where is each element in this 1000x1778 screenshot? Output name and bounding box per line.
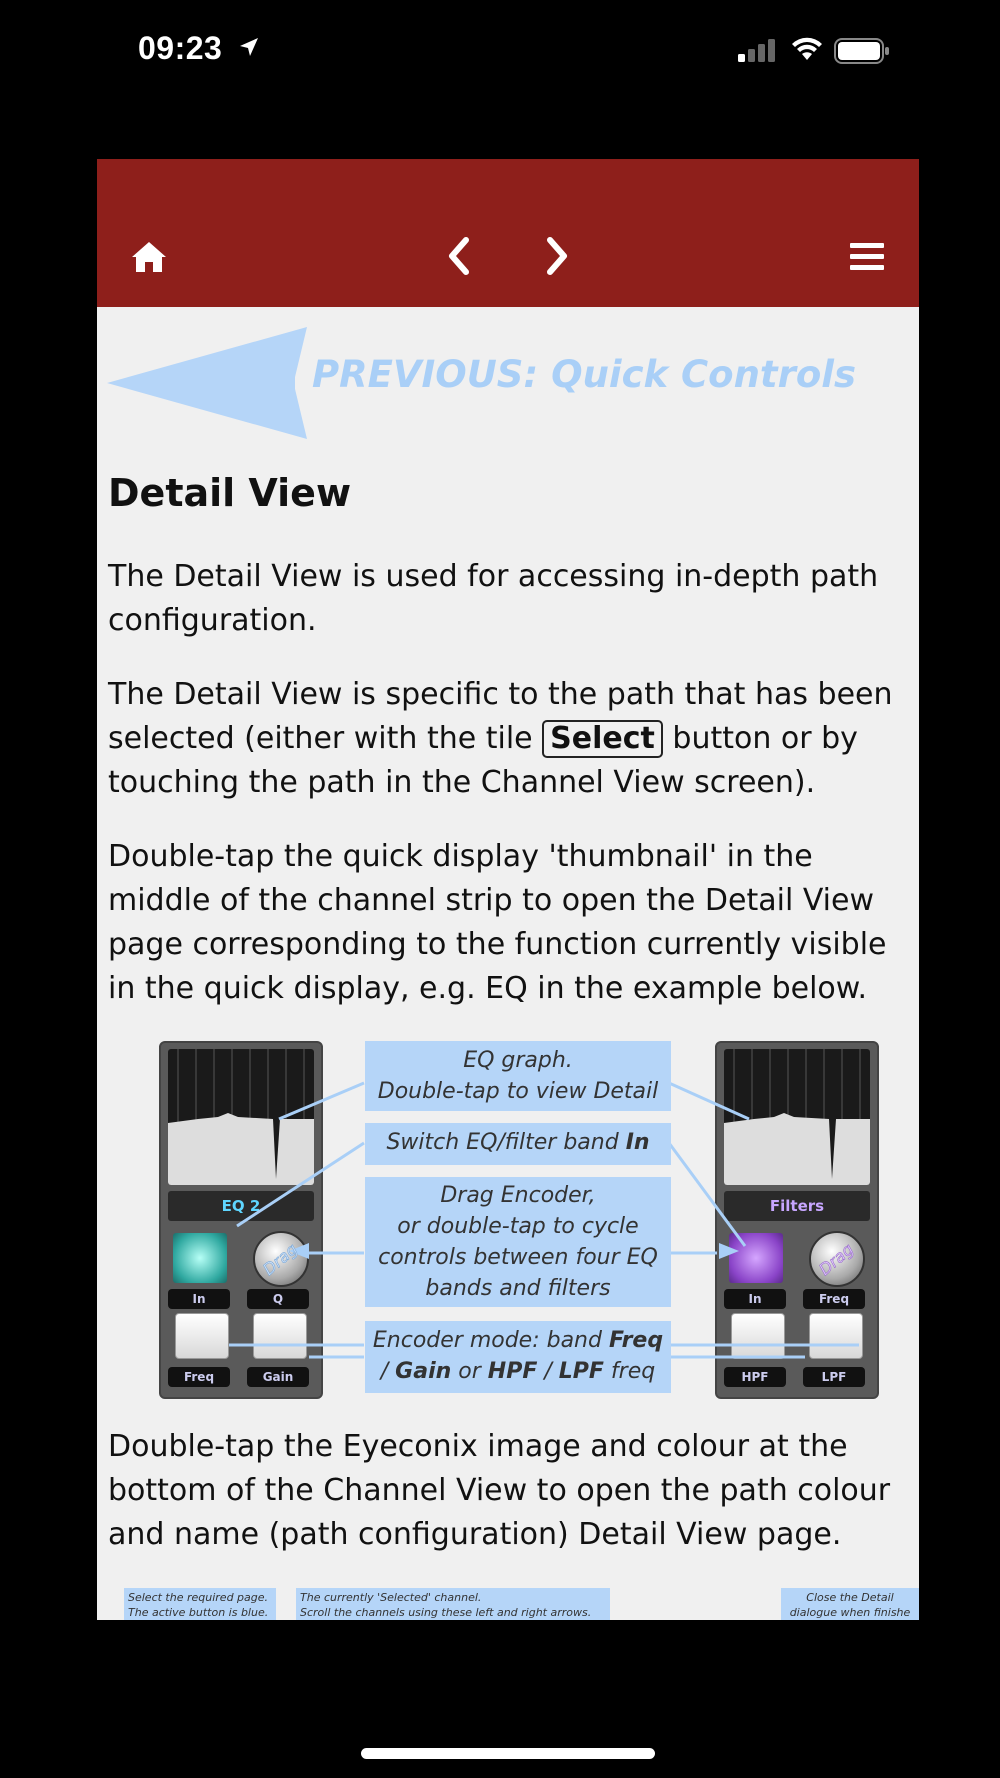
callout-eq-graph-line2: Double-tap to view Detail xyxy=(377,1079,659,1104)
drag-hint-left xyxy=(251,1229,307,1285)
drag-hint-right-text: Drag xyxy=(815,1239,858,1280)
left-gain-label: Gain xyxy=(247,1367,309,1387)
callout-drag-line2: or double-tap to cycle xyxy=(397,1214,639,1239)
callout-mode-gain: Gain xyxy=(395,1359,452,1384)
callout-drag-line4: bands and filters xyxy=(425,1276,611,1301)
drag-hint-right xyxy=(807,1229,863,1285)
right-freq-label: Freq xyxy=(803,1289,865,1309)
paragraph-eyeconix: Double-tap the Eyeconix image and colour at the bottom of the Channel View to open the path colour and name (path configuration) Detail View page. xyxy=(108,1429,891,1552)
callout-switch-band-in: In xyxy=(625,1130,650,1155)
note-close-detail xyxy=(781,1588,919,1620)
callout-eq-graph xyxy=(365,1041,671,1111)
right-strip-name: Filters xyxy=(724,1191,870,1221)
previous-page-button[interactable] xyxy=(437,229,481,283)
left-freq-label: Freq xyxy=(168,1367,230,1387)
page-title: Detail View xyxy=(108,471,352,515)
callout-mode-hpf: HPF xyxy=(487,1359,538,1384)
note-selected-channel xyxy=(296,1588,610,1620)
home-indicator[interactable] xyxy=(361,1748,655,1759)
hamburger-menu-icon xyxy=(849,241,885,273)
callout-mode-text-c: or xyxy=(451,1359,488,1384)
next-page-button[interactable] xyxy=(535,229,579,283)
note-close-detail-line1: Close the Detail xyxy=(806,1591,894,1604)
callout-drag-encoder xyxy=(365,1177,671,1307)
callout-mode-text-a: Encoder mode: band xyxy=(372,1328,609,1353)
menu-button[interactable] xyxy=(845,235,889,279)
status-time: 09:23 xyxy=(138,30,223,66)
note-select-page xyxy=(124,1588,276,1620)
note-select-page-line2: The active button is blue. xyxy=(128,1606,269,1619)
select-key-label: Select xyxy=(542,720,663,758)
chevron-right-icon xyxy=(542,236,572,276)
location-arrow-icon xyxy=(238,36,260,62)
home-button[interactable] xyxy=(127,235,171,279)
callout-eq-graph-line1: EQ graph. xyxy=(463,1048,573,1073)
toolbar xyxy=(97,159,919,307)
note-select-page-line1: Select the required page. xyxy=(128,1591,269,1604)
status-bar xyxy=(0,0,1000,100)
previous-page-link[interactable]: PREVIOUS: Quick Controls xyxy=(312,353,856,396)
left-in-label: In xyxy=(168,1289,230,1309)
callout-drag-line3: controls between four EQ xyxy=(378,1245,658,1270)
callout-mode-lpf: LPF xyxy=(558,1359,604,1384)
right-lpf-label: LPF xyxy=(803,1367,865,1387)
left-q-label: Q xyxy=(247,1289,309,1309)
note-selected-channel-line2: Scroll the channels using these left and right arrows. xyxy=(300,1606,592,1619)
callout-switch-band xyxy=(365,1123,671,1165)
callout-switch-band-text: Switch EQ/filter band xyxy=(386,1130,626,1155)
right-in-label: In xyxy=(724,1289,786,1309)
cellular-signal-icon xyxy=(738,38,778,66)
drag-hint-left-text: Drag xyxy=(259,1239,302,1280)
chevron-left-icon xyxy=(444,236,474,276)
callout-mode-text-d: / xyxy=(537,1359,559,1384)
channel-strip-diagram xyxy=(159,1041,879,1397)
left-strip-name: EQ 2 xyxy=(168,1191,314,1221)
callout-encoder-mode xyxy=(365,1321,671,1393)
paragraph-selection xyxy=(108,673,919,805)
paragraph-selection-end: button or by touching the path in the Channel View screen). xyxy=(108,721,858,800)
paragraph-thumbnail: Double-tap the quick display 'thumbnail' in the middle of the channel strip to open the Detail View page corresponding to the function currently visible in the quick display, e.g. EQ in the example below. xyxy=(108,839,887,1006)
note-close-detail-line2: dialogue when finishe xyxy=(789,1606,911,1619)
note-selected-channel-line1: The currently 'Selected' channel. xyxy=(300,1591,482,1604)
battery-icon xyxy=(834,38,890,68)
right-hpf-label: HPF xyxy=(724,1367,786,1387)
callout-mode-freq: Freq xyxy=(608,1328,664,1353)
paragraph-intro: The Detail View is used for accessing in-depth path configuration. xyxy=(108,559,879,638)
callout-drag-line1: Drag Encoder, xyxy=(440,1183,596,1208)
paragraph-selection-start: The Detail View is specific to the path that has been selected (either with the tile xyxy=(108,677,893,756)
callout-mode-text-b: / xyxy=(380,1359,396,1384)
home-icon xyxy=(130,240,168,274)
help-page xyxy=(97,159,919,1620)
callout-mode-text-e: freq xyxy=(603,1359,656,1384)
wifi-icon xyxy=(790,36,824,66)
